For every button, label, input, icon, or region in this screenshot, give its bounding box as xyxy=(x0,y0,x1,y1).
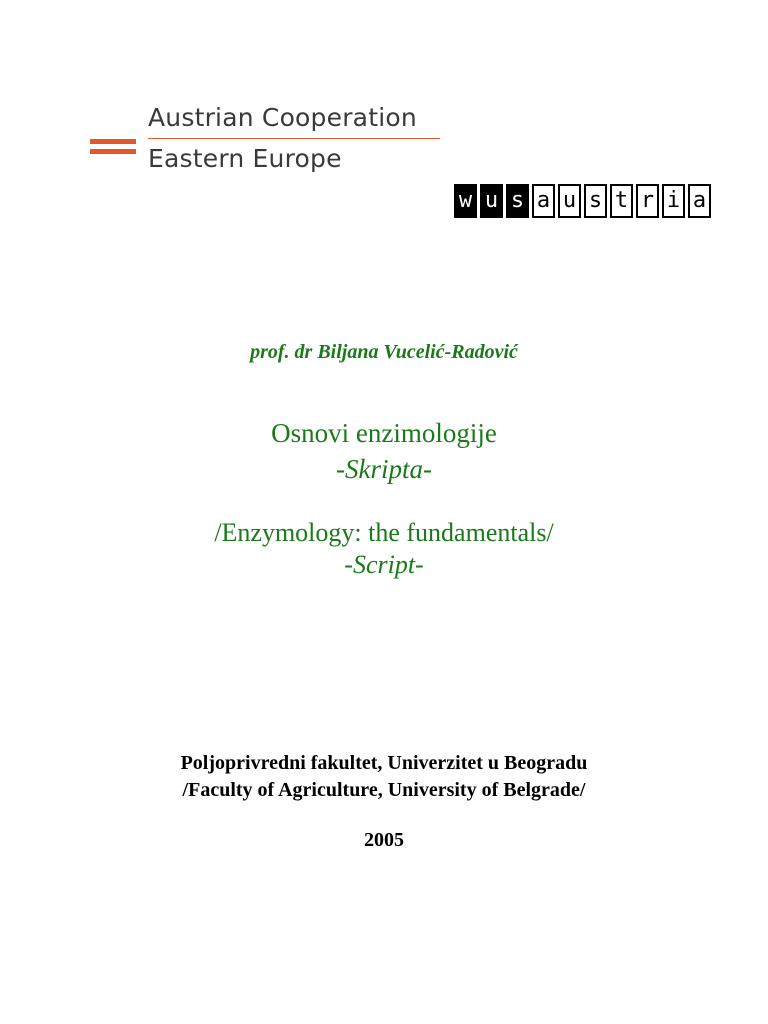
wus-logo-letter: u xyxy=(558,184,581,218)
wus-logo-letter: t xyxy=(610,184,633,218)
austrian-cooperation-logo xyxy=(90,100,442,180)
wus-logo-letter: u xyxy=(480,184,503,218)
institution-name-english: /Faculty of Agriculture, University of Belgrade/ xyxy=(182,779,586,801)
document-subtitle: -Skripta- xyxy=(336,454,432,484)
logo-line-2: Eastern Europe xyxy=(148,144,342,173)
wus-logo-letter: s xyxy=(584,184,607,218)
logo-stripe-bottom xyxy=(90,149,136,154)
wus-austria-logo xyxy=(454,184,714,222)
wus-logo-letter: w xyxy=(454,184,477,218)
wus-logo-letter: a xyxy=(532,184,555,218)
wus-logo-letter: s xyxy=(506,184,529,218)
author-name: prof. dr Biljana Vucelić-Radović xyxy=(250,341,518,363)
logo-line-1: Austrian Cooperation xyxy=(148,103,417,132)
document-subtitle-english: -Script- xyxy=(344,550,424,579)
logo-divider xyxy=(148,138,440,139)
publication-year: 2005 xyxy=(364,829,404,851)
document-title: Osnovi enzimologije xyxy=(271,418,497,448)
wus-logo-letter: i xyxy=(662,184,685,218)
institution-name: Poljoprivredni fakultet, Univerzitet u Beogradu xyxy=(180,752,588,774)
wus-logo-letter: r xyxy=(636,184,659,218)
document-title-english: /Enzymology: the fundamentals/ xyxy=(214,518,554,547)
wus-logo-letter: a xyxy=(688,184,711,218)
logo-stripe-top xyxy=(90,139,136,144)
